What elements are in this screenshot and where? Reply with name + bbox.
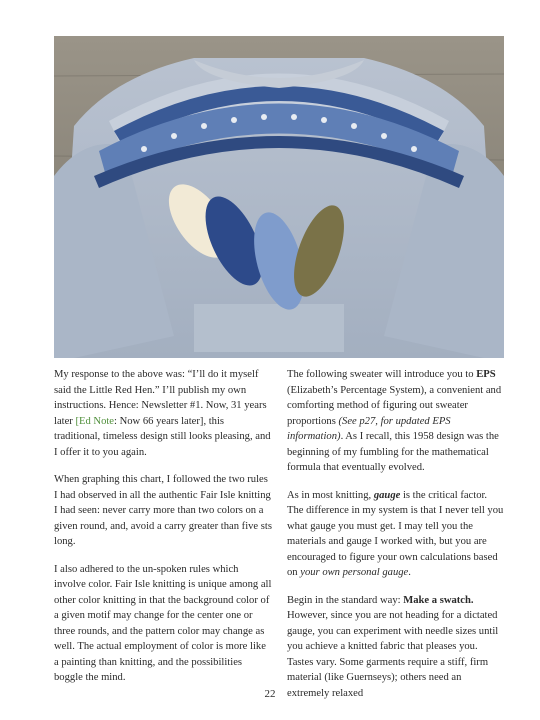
left-paragraph-2: When graphing this chart, I followed the two rules I had observed in all the authentic Fair Isle knitting I had seen: never carry more than two colors on a given round, and, avoid a carry greater than five sts long. [54, 474, 272, 547]
ed-note-label: [Ed Note [75, 415, 115, 427]
text-run: Begin in the standard way: [287, 594, 404, 606]
text-run: : Now 66 years later], this traditional, timeless design still looks pleasing, and I offer it to you again. [54, 415, 271, 458]
text-run: . [408, 567, 411, 578]
text-run: . As I recall, this 1958 design was the beginning of my fumbling for the mathematical formula that eventually evolved. [287, 431, 499, 473]
right-column [287, 367, 505, 713]
text-run: is the critical factor. The difference in my system is that I never tell you what gauge you must get. I may tell you the materials and gauge I worked with, but you are encouraged to figure your own calculations based on [287, 489, 504, 578]
text-run: My response to the above was: “I’ll do it myself said the Little Red Hen.” I’ll publish my own instructions. Hence: Newsletter #1. Now, 31 years later [54, 369, 267, 427]
see-reference: (See p27, for updated EPS information) [287, 415, 451, 442]
right-paragraph-3 [287, 593, 505, 702]
text-run: However, since you are not heading for a dictated gauge, you can experiment with needle sizes until you achieve a knitted fabric that pleases you. Tastes vary. Some garments require a stiff, firm material (like Guernseys); others need an extremely relaxed [287, 610, 499, 699]
left-paragraph-1 [54, 367, 272, 460]
text-run: As in most knitting, [287, 489, 374, 501]
text-run: The following sweater will introduce you to [287, 369, 477, 380]
gauge-term: gauge [373, 489, 401, 501]
own-gauge-phrase: your own personal gauge [300, 567, 409, 578]
sweater-photo [54, 36, 504, 358]
left-paragraph-3: I also adhered to the un-spoken rules which involve color. Fair Isle knitting is unique among all other color knitting in that the background color of a given motif may change for the center one or three rounds, and the pattern color may change as well. The actual employment of color is more like a painting than knitting, and the possibilities boggle the mind. [54, 563, 272, 683]
left-column [54, 367, 272, 698]
make-swatch-term: Make a swatch. [403, 594, 474, 606]
sleeve-cuff [194, 304, 344, 352]
right-paragraph-2 [287, 488, 505, 581]
eps-term: EPS [476, 369, 496, 380]
text-run: (Elizabeth’s Percentage System), a convenient and comforting method of figuring out sweater proportions [287, 384, 502, 427]
page-number: 22 [264, 688, 276, 700]
knit-sweater-with-yarn-skeins-photo [54, 36, 504, 358]
right-paragraph-1 [287, 367, 505, 476]
